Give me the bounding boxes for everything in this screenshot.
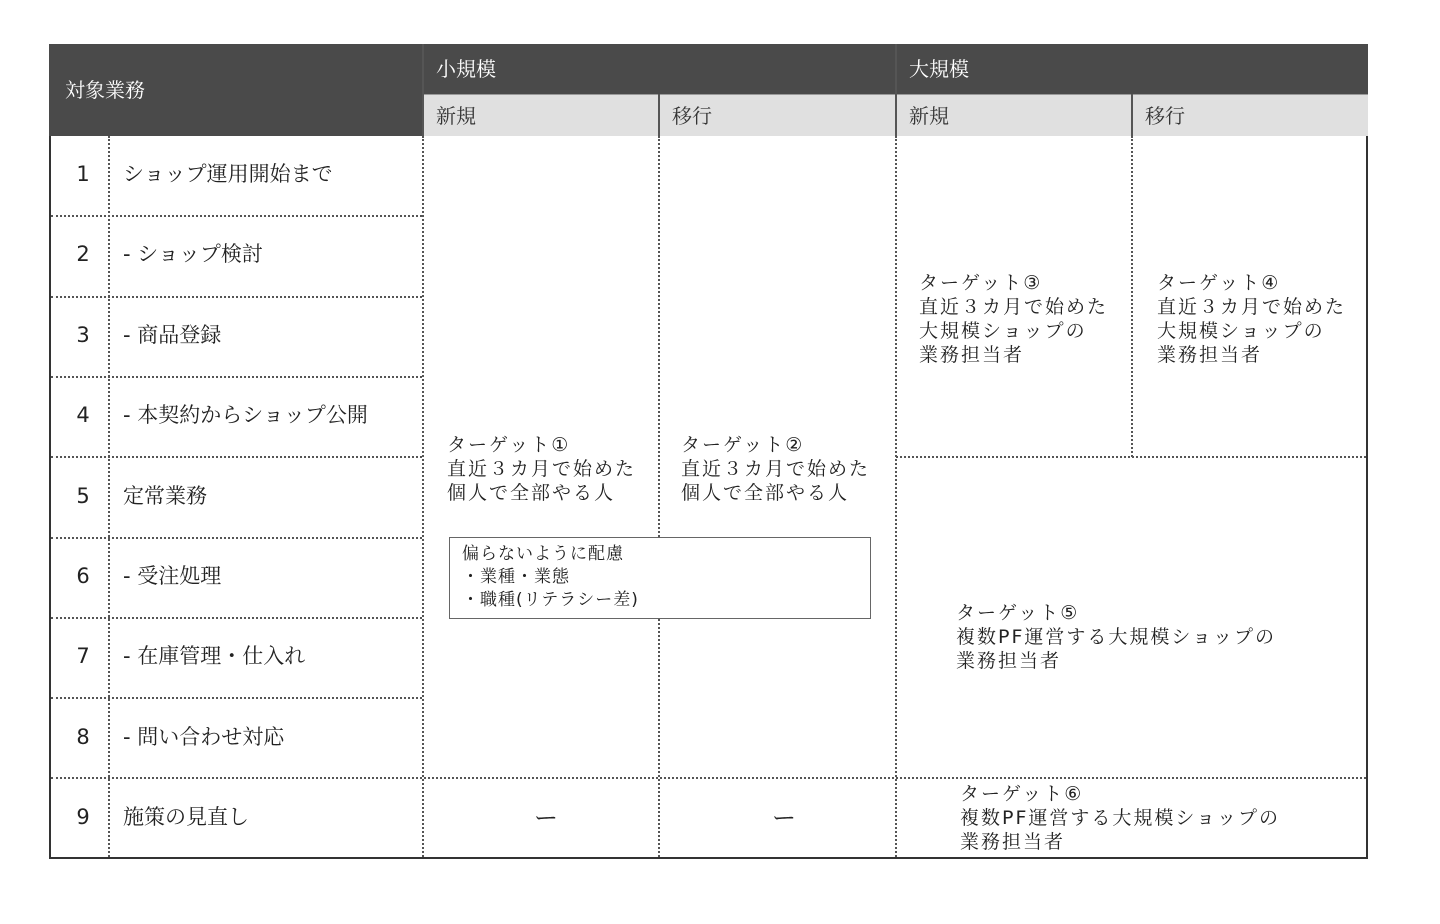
row-number: 3 [76, 323, 90, 347]
target-1-cell [447, 433, 636, 505]
header-large-scale [896, 44, 1368, 94]
target-4-cell [1157, 271, 1346, 367]
target-1-line: 直近３カ月で始めた [447, 458, 637, 480]
target-2-line: 個人で全部やる人 [681, 482, 850, 504]
note-item: ・業種・業態 [462, 567, 570, 587]
row-divider [51, 697, 422, 699]
target-3-cell [919, 271, 1108, 367]
target-3-line: 大規模ショップの [919, 320, 1087, 342]
target-3-line: 業務担当者 [919, 344, 1025, 366]
row-task: - 在庫管理・仕入れ [123, 644, 306, 668]
header-divider [895, 44, 897, 136]
target-2-title: ターゲット② [681, 434, 805, 456]
row-number: 9 [76, 805, 90, 829]
header-small-migration-label: 移行 [672, 104, 712, 128]
empty-dash: ー [772, 804, 796, 832]
target-2-cell [681, 433, 870, 505]
target-5-line: 業務担当者 [956, 650, 1062, 672]
target-6-line: 複数PF運営する大規模ショップの [960, 807, 1281, 829]
row-number: 2 [76, 242, 90, 266]
header-task-cell [49, 44, 423, 136]
row-task: - 問い合わせ対応 [123, 725, 285, 749]
target-4-title: ターゲット④ [1157, 272, 1281, 294]
target-4-line: 業務担当者 [1157, 344, 1263, 366]
row-task: - 本契約からショップ公開 [123, 403, 368, 427]
header-large-new-label: 新規 [909, 104, 949, 128]
note-box [449, 537, 871, 619]
header-task-label: 対象業務 [65, 78, 145, 102]
note-title: 偏らないように配慮 [462, 544, 624, 564]
row-task: - ショップ検討 [123, 242, 263, 266]
target-1-title: ターゲット① [447, 434, 571, 456]
note-item: ・職種(リテラシー差) [462, 590, 639, 610]
row-number: 1 [76, 162, 90, 186]
row-divider [51, 296, 422, 298]
row-task: 施策の見直し [123, 805, 249, 829]
target-3-title: ターゲット③ [919, 272, 1043, 294]
column-divider [422, 136, 424, 857]
row-divider [51, 537, 422, 539]
target-6-line: 業務担当者 [960, 831, 1066, 853]
column-divider [895, 136, 897, 857]
row-task: ショップ運用開始まで [123, 162, 333, 186]
row-divider [51, 617, 422, 619]
target-2-line: 直近３カ月で始めた [681, 458, 871, 480]
target-4-line: 直近３カ月で始めた [1157, 296, 1347, 318]
header-large-migration [1132, 94, 1368, 136]
target-6-cell [960, 782, 1280, 854]
row-number: 6 [76, 564, 90, 588]
header-large-migration-label: 移行 [1145, 104, 1185, 128]
row-task: - 受注処理 [123, 564, 222, 588]
target-5-line: 複数PF運営する大規模ショップの [956, 626, 1277, 648]
row-divider [51, 215, 422, 217]
header-small-migration [659, 94, 896, 136]
row-number: 4 [76, 403, 90, 427]
column-divider [658, 136, 660, 857]
target-5-cell [956, 601, 1276, 673]
target-1-line: 個人で全部やる人 [447, 482, 616, 504]
header-divider [422, 44, 424, 136]
target-3-line: 直近３カ月で始めた [919, 296, 1109, 318]
row-number: 5 [76, 484, 90, 508]
row-divider [51, 777, 1366, 779]
row-divider [51, 456, 422, 458]
target-4-line: 大規模ショップの [1157, 320, 1325, 342]
header-small-scale-label: 小規模 [436, 57, 496, 81]
row-divider [896, 456, 1366, 458]
column-divider [1131, 136, 1133, 457]
row-task: 定常業務 [123, 484, 207, 508]
header-large-scale-label: 大規模 [909, 57, 969, 81]
row-task: - 商品登録 [123, 323, 222, 347]
header-small-scale [423, 44, 896, 94]
row-number: 8 [76, 725, 90, 749]
header-small-new [423, 94, 659, 136]
header-divider [1131, 94, 1133, 136]
row-number: 7 [76, 644, 90, 668]
header-large-new [896, 94, 1132, 136]
target-6-title: ターゲット⑥ [960, 783, 1084, 805]
target-5-title: ターゲット⑤ [956, 602, 1080, 624]
row-divider [51, 376, 422, 378]
header-small-new-label: 新規 [436, 104, 476, 128]
header-divider [658, 94, 660, 136]
empty-dash: ー [534, 804, 558, 832]
